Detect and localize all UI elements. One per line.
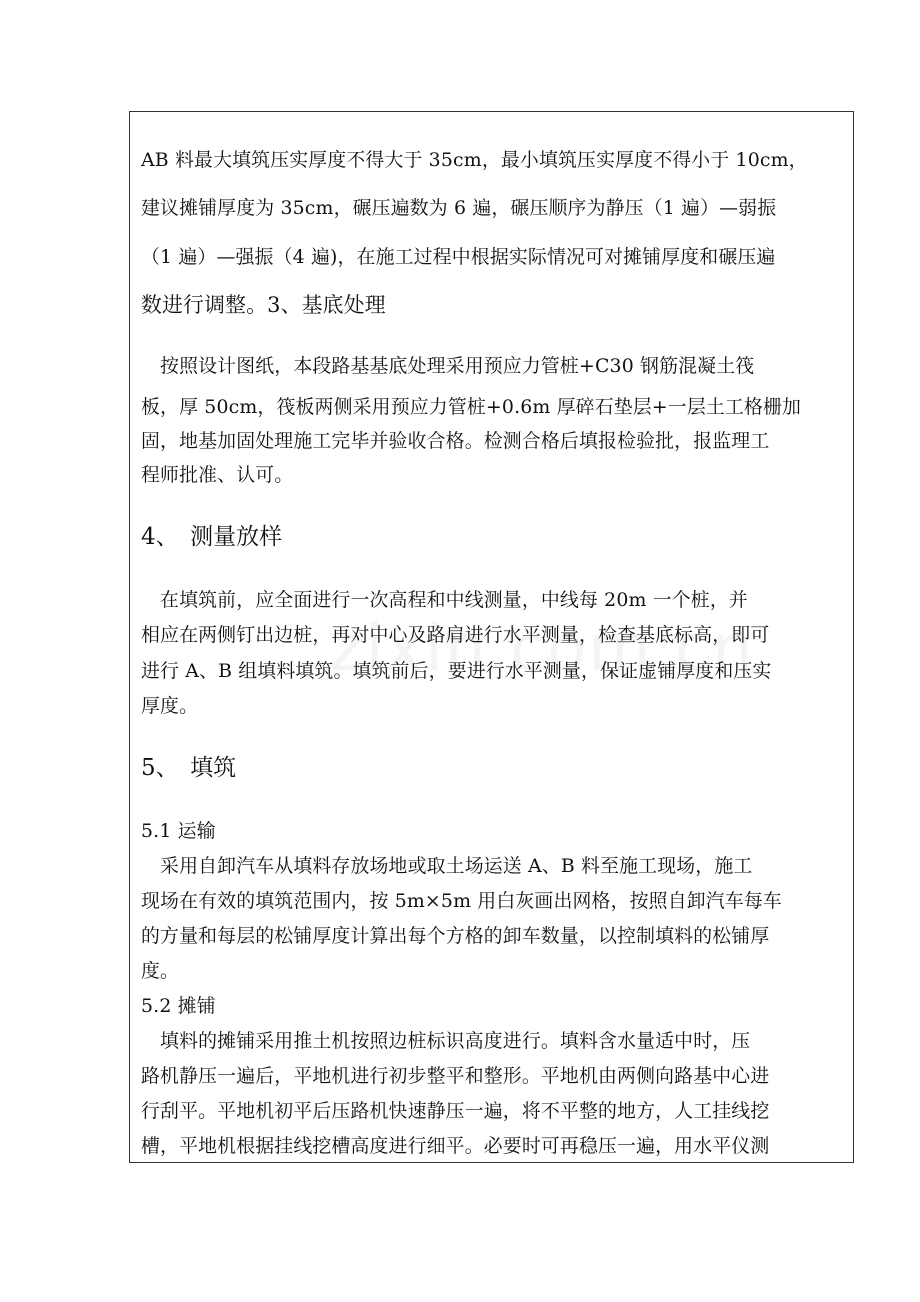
- section-heading-4: 4、 测量放样: [141, 524, 283, 550]
- paragraph-line: 建议摊铺厚度为 35cm，碾压遍数为 6 遍，碾压顺序为静压（1 遍）—弱振: [141, 197, 777, 219]
- section-heading-5: 5、 填筑: [141, 755, 237, 781]
- paragraph-line: 进行 A、B 组填料填筑。填筑前后，要进行水平测量，保证虚铺厚度和压实: [141, 660, 772, 682]
- paragraph-line: （1 遍）—强振（4 遍)，在施工过程中根据实际情况可对摊铺厚度和碾压遍: [141, 246, 776, 268]
- paragraph-line: 现场在有效的填筑范围内，按 5m×5m 用白灰画出网格，按照自卸汽车每车: [141, 890, 782, 912]
- subsection-heading-5-1: 5.1 运输: [141, 820, 216, 842]
- paragraph-line: 度。: [141, 960, 180, 982]
- paragraph-line: 数进行调整。3、基底处理: [141, 293, 386, 317]
- paragraph-line: 按照设计图纸，本段路基基底处理采用预应力管桩+C30 钢筋混凝土筏: [141, 355, 755, 377]
- paragraph-line: 的方量和每层的松铺厚度计算出每个方格的卸车数量，以控制填料的松铺厚: [141, 925, 770, 947]
- paragraph-line: 采用自卸汽车从填料存放场地或取土场运送 A、B 料至施工现场，施工: [141, 855, 753, 877]
- paragraph-line: 路机静压一遍后，平地机进行初步整平和整形。平地机由两侧向路基中心进: [141, 1065, 770, 1087]
- paragraph-line: 填料的摊铺采用推土机按照边桩标识高度进行。填料含水量适中时，压: [141, 1030, 751, 1052]
- paragraph-line: 固，地基加固处理施工完毕并验收合格。检测合格后填报检验批，报监理工: [141, 430, 770, 452]
- subsection-heading-5-2: 5.2 摊铺: [141, 995, 216, 1017]
- paragraph-line: 板，厚 50cm，筏板两侧采用预应力管桩+0.6m 厚碎石垫层+一层土工格栅加: [141, 396, 802, 418]
- paragraph-line: 相应在两侧钉出边桩，再对中心及路肩进行水平测量，检查基底标高，即可: [141, 624, 770, 646]
- paragraph-line: 槽，平地机根据挂线挖槽高度进行细平。必要时可再稳压一遍，用水平仪测: [141, 1135, 770, 1157]
- paragraph-line: 程师批准、认可。: [141, 464, 294, 486]
- paragraph-line: 厚度。: [141, 695, 199, 717]
- paragraph-line: AB 料最大填筑压实厚度不得大于 35cm，最小填筑压实厚度不得小于 10cm，: [141, 149, 808, 171]
- paragraph-line: 在填筑前，应全面进行一次高程和中线测量，中线每 20m 一个桩，并: [141, 589, 748, 611]
- paragraph-line: 行刮平。平地机初平后压路机快速静压一遍，将不平整的地方，人工挂线挖: [141, 1100, 770, 1122]
